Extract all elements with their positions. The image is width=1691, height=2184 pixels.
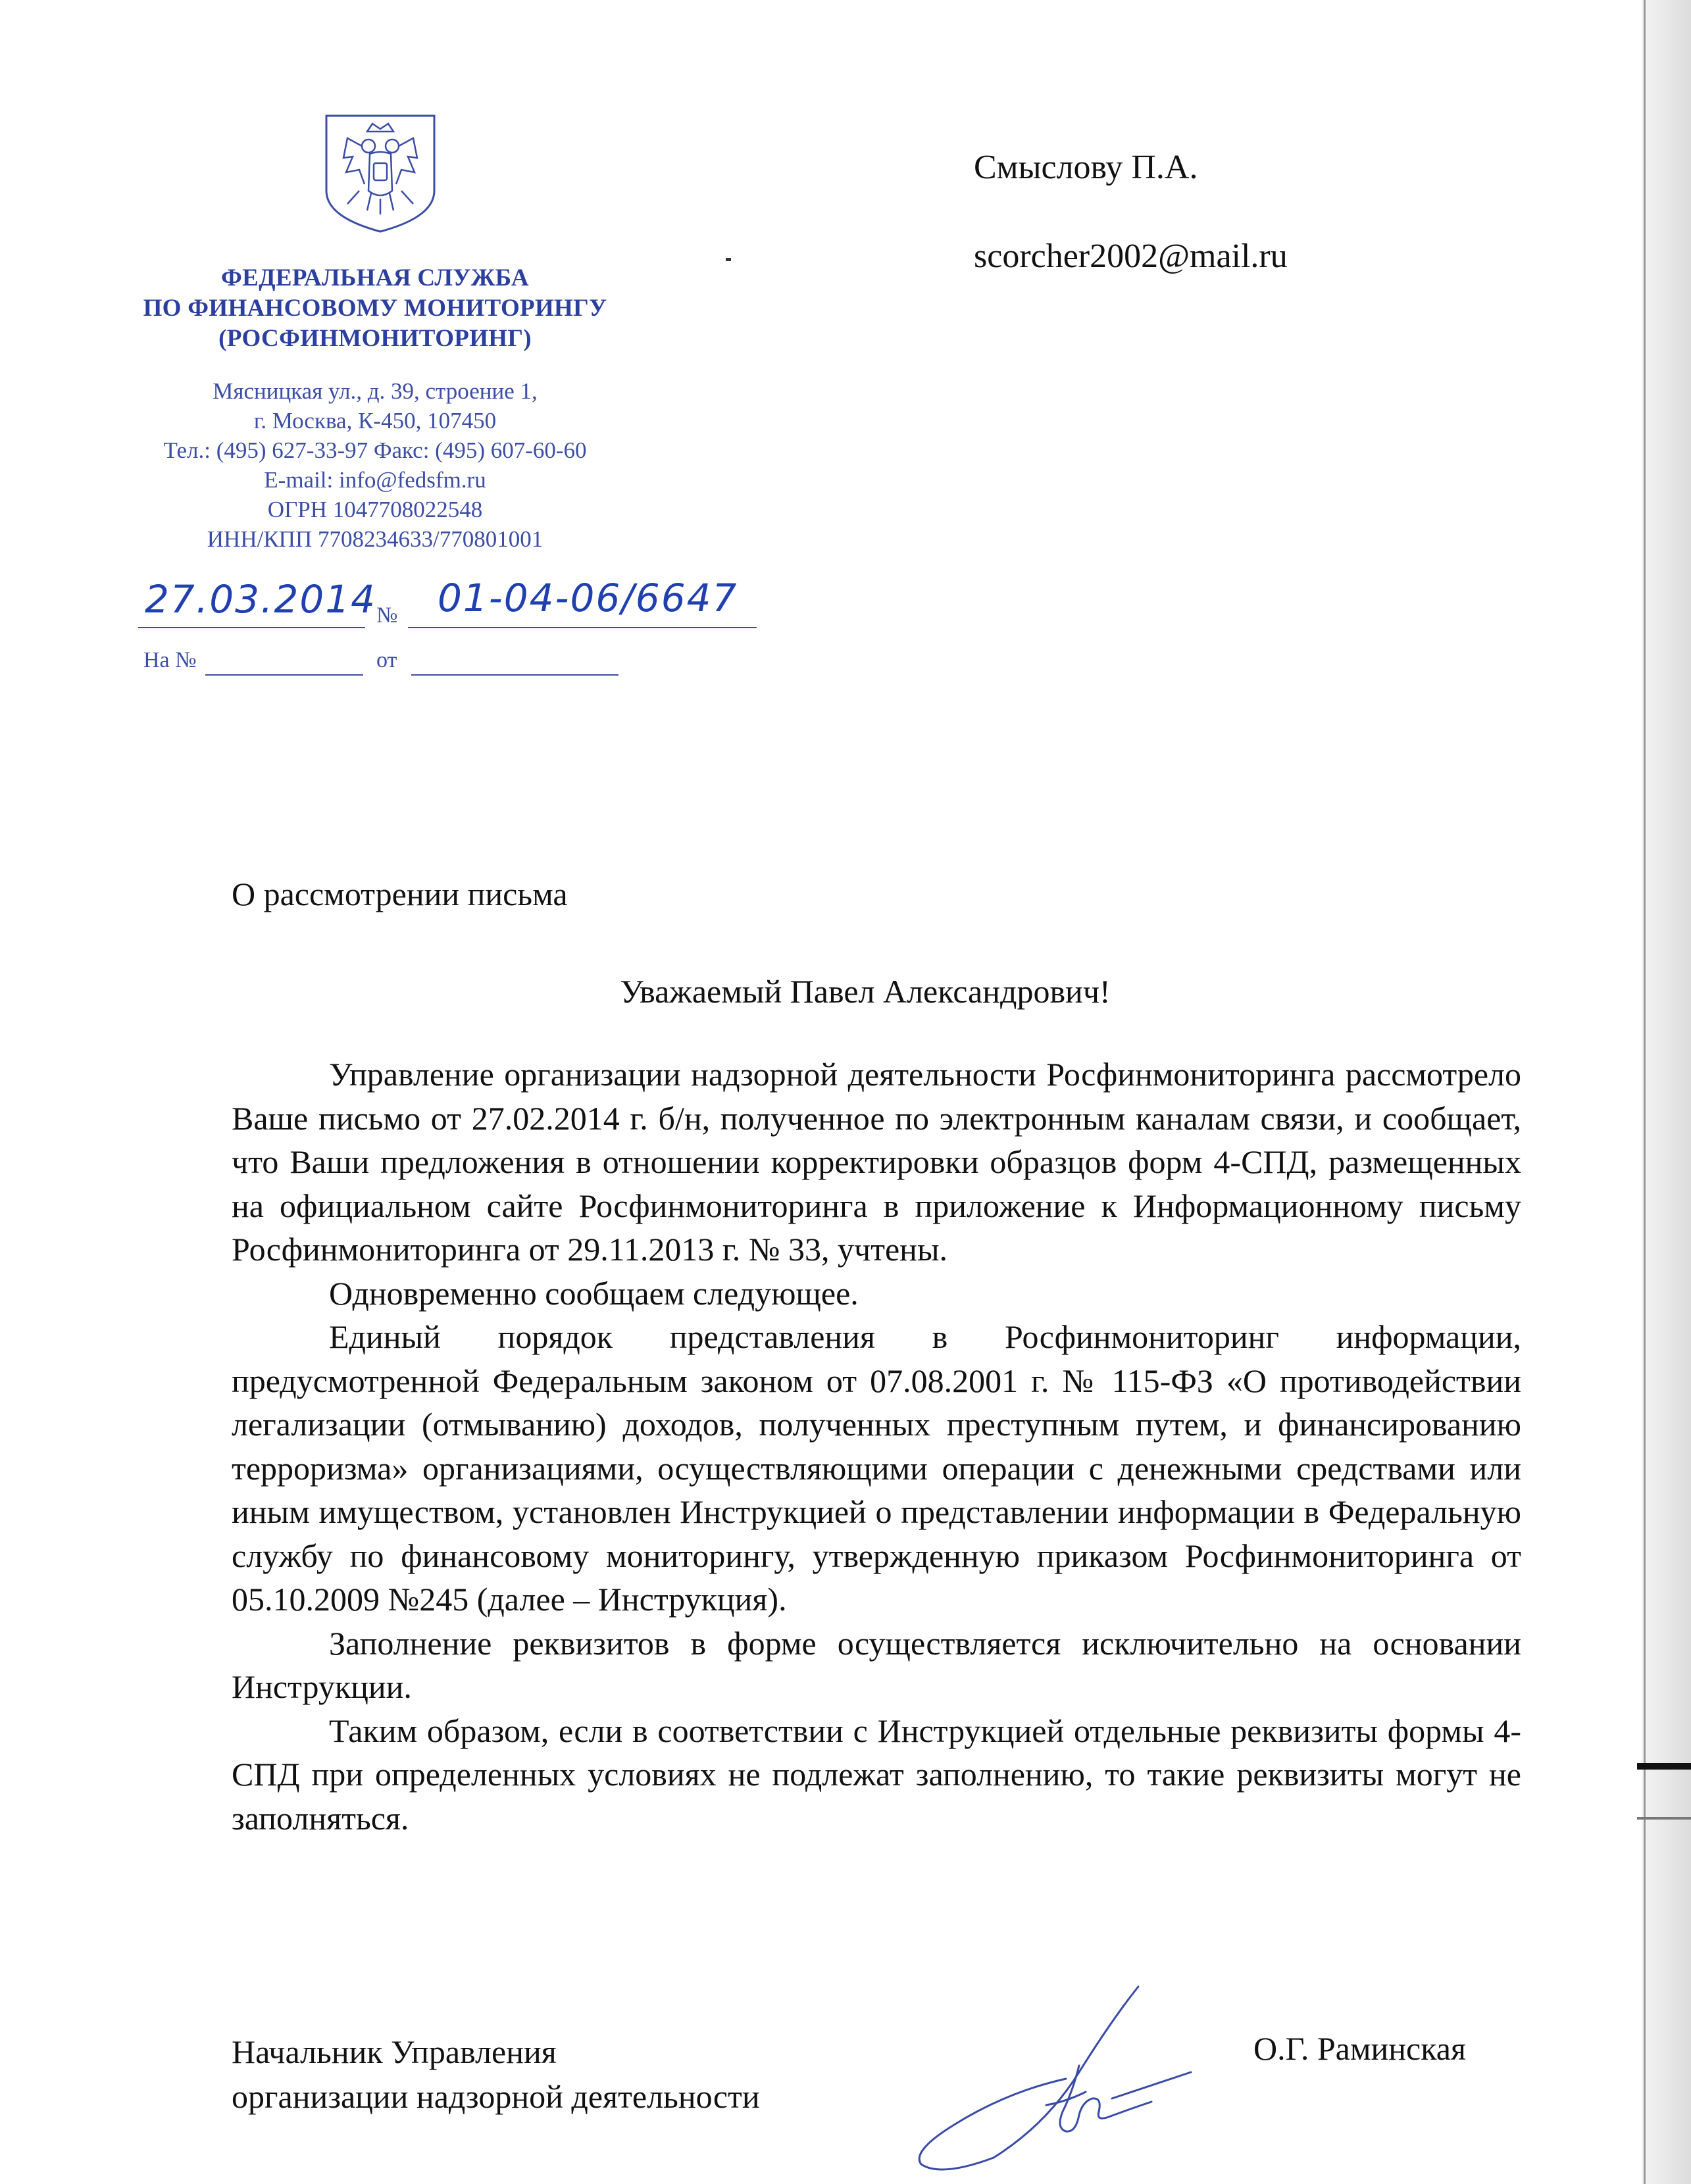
address-line: г. Москва, К-450, 107450 — [253, 408, 497, 434]
reference-date-underline — [411, 674, 618, 676]
body-paragraph: Таким образом, если в соответствии с Инструкцией отдельные реквизиты формы 4-СПД при определенных условиях не подлежат заполнению, то такие реквизиты могут не заполняться. — [232, 1712, 1521, 1837]
scan-edge — [1642, 0, 1691, 2184]
reference-from-label: от — [376, 648, 397, 672]
inn-line: ИНН/КПП 7708234633/770801001 — [207, 526, 543, 552]
org-line: (РОСФИНМОНИТОРИНГ) — [218, 325, 532, 352]
registration-line — [138, 576, 796, 628]
organization-address — [112, 376, 638, 554]
body-paragraph: Одновременно сообщаем следующее. — [329, 1274, 859, 1312]
letter-body — [232, 1053, 1521, 1840]
signer-position-line: организации надзорной деятельности — [232, 2078, 760, 2115]
organization-name — [112, 263, 638, 354]
letter-subject: О рассмотрении письма — [232, 876, 568, 912]
email-line: E-mail: info@fedsfm.ru — [264, 467, 486, 493]
recipient-name: Смыслову П.А. — [974, 149, 1198, 186]
coat-of-arms-icon — [321, 112, 440, 234]
number-label: № — [376, 603, 398, 628]
scan-edge-mark — [1637, 1763, 1691, 1770]
recipient-email: scorcher2002@mail.ru — [974, 237, 1288, 275]
scan-speck — [726, 258, 731, 261]
org-line: ПО ФИНАНСОВОМУ МОНИТОРИНГУ — [143, 295, 607, 322]
body-paragraph: Заполнение реквизитов в форме осуществляется исключительно на основании Инструкции. — [232, 1624, 1521, 1705]
body-paragraph: Единый порядок представления в Росфинмониторинг информации, предусмотренной Федеральным законом от 07.08.2001 г. № 115-ФЗ «О противодействии легализации (отмыванию) доходов, полученных преступным путем, и финансированию терроризма» организациями, осуществляющими операции с денежными средствами или иным имуществом, установлен Инструкцией о представлении информации в Федеральную службу по финансовому мониторингу, утвержденную приказом Росфинмониторинга от 05.10.2009 №245 (далее – Инструкция). — [232, 1318, 1521, 1618]
signer-position-line: Начальник Управления — [232, 2033, 557, 2070]
registration-number: 01-04-06/6647 — [438, 576, 738, 620]
signer-position — [232, 2029, 760, 2119]
phone-line: Тел.: (495) 627-33-97 Факс: (495) 607-60-60 — [163, 437, 587, 463]
registration-date: 27.03.2014 — [145, 577, 377, 622]
reference-label: На № — [143, 648, 197, 672]
scan-edge-line — [1644, 0, 1646, 2184]
salutation: Уважаемый Павел Александрович! — [620, 973, 1111, 1010]
reference-underline — [205, 674, 363, 676]
ogrn-line: ОГРН 1047708022548 — [267, 497, 483, 522]
scan-edge-mark — [1637, 1817, 1691, 1820]
org-line: ФЕДЕРАЛЬНАЯ СЛУЖБА — [221, 264, 529, 291]
number-underline — [408, 627, 757, 628]
body-paragraph: Управление организации надзорной деятельности Росфинмониторинга рассмотрело Ваше письмо от 27.02.2014 г. б/н, полученное по электронным каналам связи, и сообщает, что Ваши предложения в отношении корректировки образцов форм 4-СПД, размещенных на официальном сайте Росфинмониторинга в приложение к Информационному письму Росфинмониторинга от 29.11.2013 г. № 33, учтены. — [232, 1056, 1521, 1268]
date-underline — [138, 627, 365, 628]
handwritten-signature — [915, 1980, 1217, 2177]
address-line: Мясницкая ул., д. 39, строение 1, — [213, 378, 538, 404]
signer-name: О.Г. Раминская — [1253, 2030, 1466, 2067]
